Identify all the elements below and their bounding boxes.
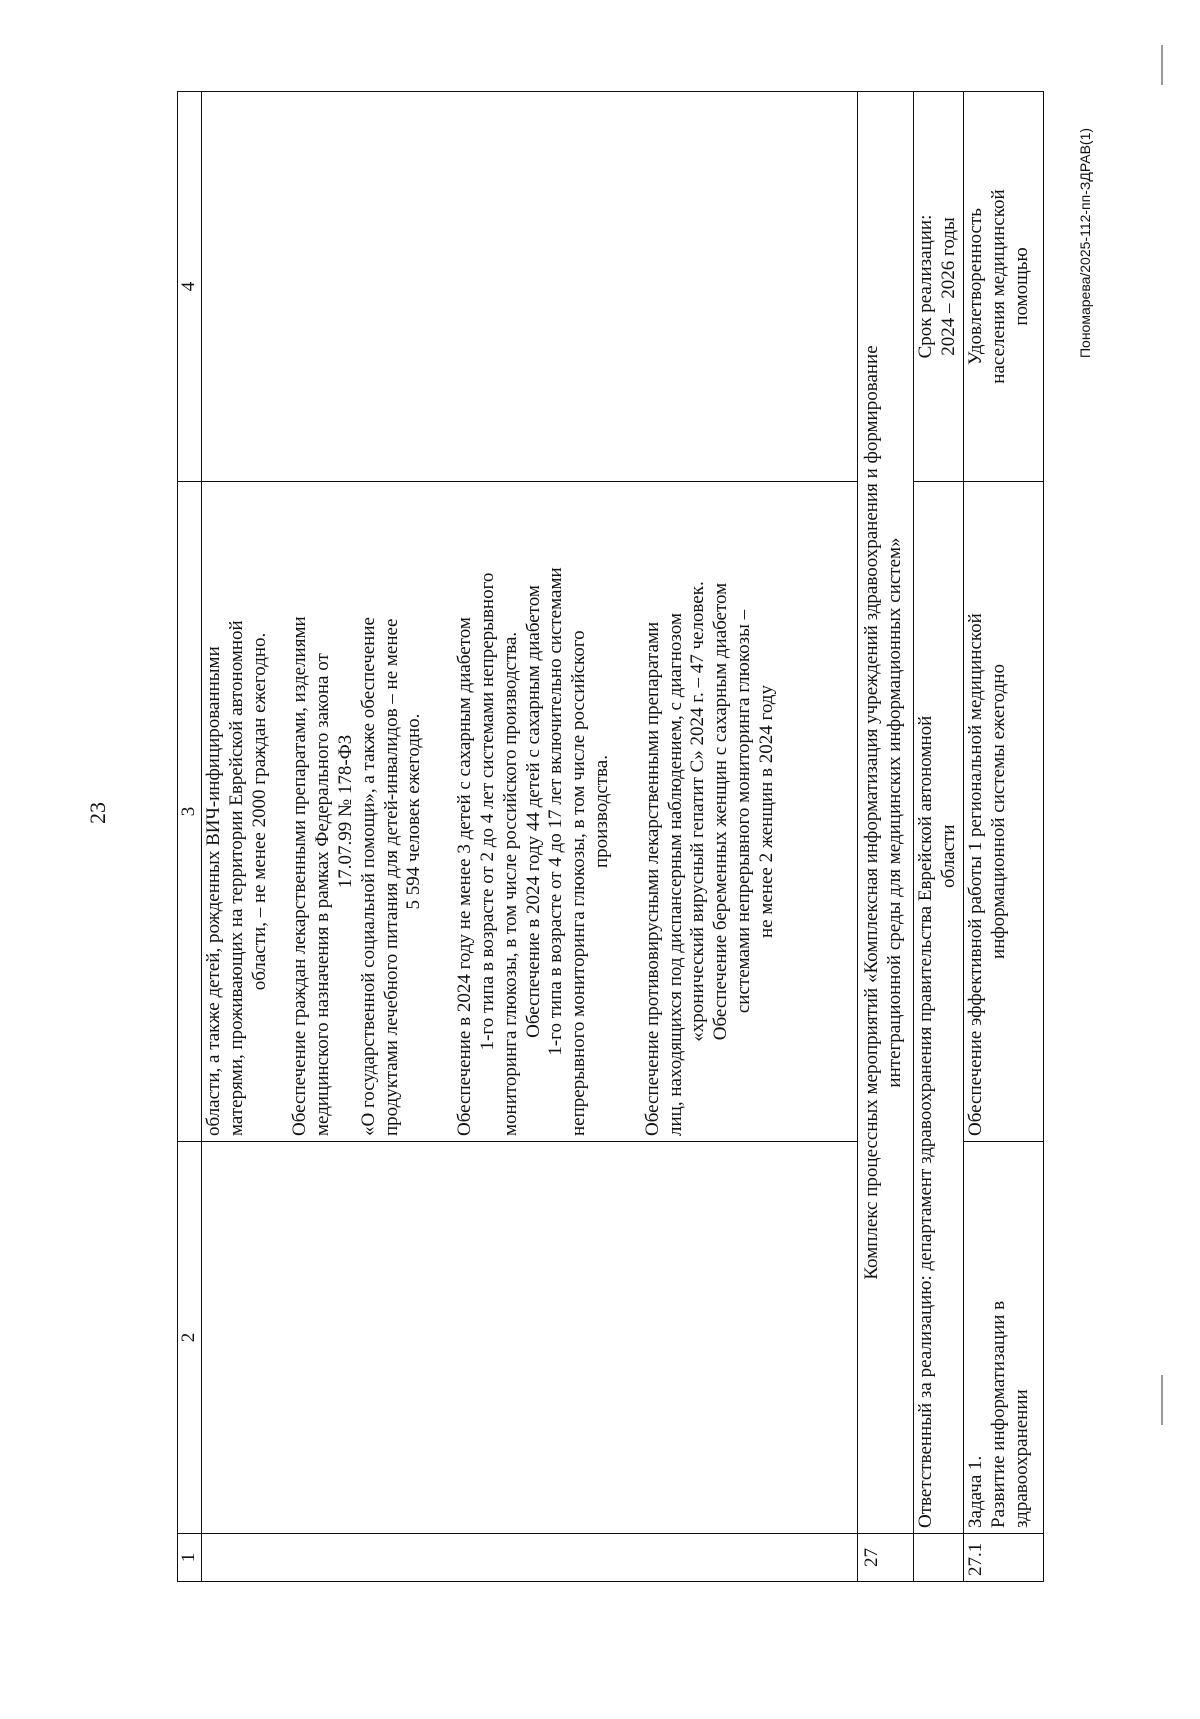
text-line: медицинского назначения в рамках Федерального закона от bbox=[312, 653, 334, 1136]
row-27-1 bbox=[964, 92, 1044, 1582]
scan-edge-mark-bottom bbox=[1161, 1375, 1163, 1425]
text-line: Обеспечение в 2024 году не менее 3 детей с сахарным диабетом bbox=[454, 617, 476, 1136]
text-line: 1-го типа в возрасте от 4 до 17 лет включительно системами bbox=[545, 567, 567, 1056]
section-27-row bbox=[858, 92, 914, 1582]
text-line: Обеспечение граждан лекарственными препаратами, изделиями bbox=[289, 616, 311, 1136]
row-27-1-result bbox=[964, 482, 1044, 1142]
task-line: здравоохранении bbox=[1010, 1389, 1032, 1528]
column-number-2: 2 bbox=[178, 1142, 202, 1534]
continuation-task-cell bbox=[202, 1142, 858, 1534]
responsible-spacer-cell bbox=[914, 1534, 964, 1582]
text-line: 17.07.99 № 178-ФЗ bbox=[334, 734, 356, 889]
section-27-responsible-row bbox=[914, 92, 964, 1582]
measures-table bbox=[177, 91, 1044, 1582]
text-line: Обеспечение беременных женщин с сахарным диабетом bbox=[710, 582, 732, 1041]
continuation-number-cell bbox=[202, 1534, 858, 1582]
result-glucose-monitoring-children bbox=[454, 487, 614, 1136]
rotated-page-content bbox=[177, 92, 1079, 1582]
text-line: Обеспечение в 2024 году 44 детей с сахарным диабетом bbox=[522, 585, 544, 1038]
responsible-text-line-2: области bbox=[937, 824, 959, 888]
text-line: 1-го типа в возрасте от 2 до 4 лет системами непрерывного bbox=[476, 572, 498, 1051]
row-27-1-number: 27.1 bbox=[964, 1534, 1044, 1582]
text-line: производства. bbox=[590, 755, 612, 868]
indicator-line: помощью bbox=[1010, 247, 1032, 326]
scan-edge-mark-top bbox=[1161, 45, 1163, 85]
column-number-3: 3 bbox=[178, 482, 202, 1142]
section-27-title-line-2: интеграционной среды для медицинских информационных систем» bbox=[883, 537, 905, 1088]
text-line: системами непрерывного мониторинга глюкозы – bbox=[732, 609, 754, 1014]
result-antiviral-hepatitis bbox=[642, 487, 779, 1136]
result-line: информационной системы ежегодно bbox=[987, 664, 1009, 959]
page-number: 23 bbox=[85, 802, 110, 824]
term-label: Срок реализации: bbox=[915, 214, 936, 359]
text-line: непрерывного мониторинга глюкозы, в том числе российского bbox=[568, 630, 590, 1136]
result-hiv-children bbox=[203, 487, 271, 1136]
column-number-1: 1 bbox=[178, 1534, 202, 1582]
continuation-results-cell bbox=[202, 482, 858, 1142]
text-line: 5 594 человек ежегодно. bbox=[403, 713, 425, 910]
text-line: не менее 2 женщин в 2024 году bbox=[755, 685, 777, 938]
text-line: «хронический вирусный гепатит С» 2024 г. – 47 человек. bbox=[687, 581, 709, 1042]
responsible-text: Ответственный за реализацию: департамент здравоохранения правительства Еврейской автономной bbox=[915, 715, 936, 1528]
table-header-row bbox=[178, 92, 202, 1582]
term-cell bbox=[914, 92, 964, 482]
task-line: Задача 1. bbox=[965, 1455, 986, 1528]
section-27-number: 27 bbox=[858, 1534, 914, 1582]
text-line: мониторинга глюкозы, в том числе российского производства. bbox=[499, 631, 521, 1136]
document-code: Пономарева/2025-112-пп-ЗДРАВ(1) bbox=[1077, 127, 1093, 359]
term-years: 2024 – 2026 годы bbox=[937, 217, 959, 356]
text-line: Обеспечение противовирусными лекарственными препаратами bbox=[641, 621, 663, 1136]
result-line: Обеспечение эффективной работы 1 региональной медицинской bbox=[965, 613, 986, 1136]
continuation-row bbox=[202, 92, 858, 1582]
text-line: области, а также детей, рожденных ВИЧ-инфицированными bbox=[203, 646, 224, 1136]
responsible-cell bbox=[914, 482, 964, 1534]
section-27-title-line-1: Комплекс процессных мероприятий «Комплексная информатизация учреждений здравоохранения и формирование bbox=[861, 345, 882, 1280]
indicator-line: населения медицинской bbox=[987, 189, 1009, 384]
text-line: «О государственной социальной помощи», а также обеспечение bbox=[357, 617, 379, 1136]
row-27-1-indicator bbox=[964, 92, 1044, 482]
result-medicines-178fz bbox=[289, 487, 426, 1136]
text-line: продуктами лечебного питания для детей-инвалидов – не менее bbox=[380, 618, 402, 1136]
task-line: Развитие информатизации в bbox=[987, 1300, 1009, 1528]
continuation-indicator-cell bbox=[202, 92, 858, 482]
row-27-1-task bbox=[964, 1142, 1044, 1534]
section-27-title bbox=[858, 92, 914, 1534]
indicator-line: Удовлетворенность bbox=[965, 208, 986, 365]
column-number-4: 4 bbox=[178, 92, 202, 482]
text-line: области, – не менее 2000 граждан ежегодно. bbox=[248, 632, 270, 991]
text-line: лиц, находящихся под диспансерным наблюдением, с диагнозом bbox=[664, 613, 686, 1136]
text-line: матерями, проживающих на территории Еврейской автономной bbox=[225, 620, 247, 1136]
